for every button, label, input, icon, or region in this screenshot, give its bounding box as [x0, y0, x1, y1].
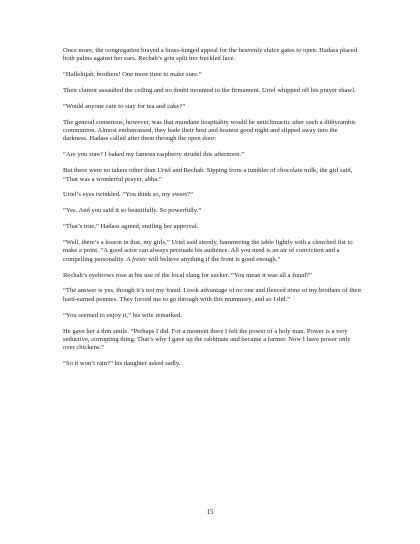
paragraph: “That’s true,” Hadass agreed, smiling her approval. [63, 223, 199, 231]
paragraph-text: “Well, there’s a lesson in that, my girls,” Uriel said sternly, hammering the table lightly with a clenched fist to make a point. “A good actor can always persuade his audience. All you need is an air of conviction and a compelling personality. A [63, 239, 353, 263]
body-text [63, 47, 363, 376]
paragraph: “Yes. And you said it so beautifully. So powerfully.” [63, 207, 202, 215]
paragraph: Rechab’s eyebrows rose at his use of the local slang for sucker. “You mean it was all a fraud?” [63, 271, 312, 279]
paragraph: Uriel’s eyes twinkled. “You think so, my sweet?” [63, 191, 193, 199]
paragraph: “The answer is yes, though it’s not my fraud. I took advantage of no one and fleeced none of my brothers of their hard-earned pennies. They forced me to go through with this mummery, and so I did.” [63, 287, 362, 303]
paragraph: The general consensus, however, was that mundane hospitality would be anticlimactic after such a dithyrambic communion. Almost embarrassed, they bade their host and hostess good night and slipped away into the darkness. Hadass called after them through the open door: [63, 118, 357, 143]
paragraph: But there were no takers other than Uriel and Rechab. Sipping from a tumbler of chocolate milk, the girl said, “That was a wonderful prayer, abba.” [63, 167, 353, 183]
paragraph [63, 239, 363, 264]
italic-term: freier [132, 255, 147, 263]
paragraph: “Hallelujah, brothers! One more time to make sure.” [63, 71, 202, 79]
paragraph: “You seemed to enjoy it,” his wife remarked. [63, 311, 182, 319]
paragraph: “Are you sure? I baked my famous raspberry strudel this afternoon.” [63, 151, 245, 159]
paragraph-text: will believe anything if the front is good enough.” [146, 255, 281, 263]
page-number: 15 [206, 508, 214, 516]
paragraph: “Would anyone care to stay for tea and cake?” [63, 102, 186, 110]
paragraph: “So it won’t rain?” his daughter asked sadly. [63, 360, 181, 368]
paragraph: He gave her a thin smile. “Perhaps I did. For a moment there I felt the power of a holy man. Power is a very seductive, corrupting thing. That’s why I gave up the rabbinate and became a farmer. Now I have power only over chickens.” [63, 327, 351, 352]
paragraph: Their clamor assaulted the ceiling and no doubt mounted to the firmament. Uriel whipped off his prayer shawl. [63, 87, 356, 95]
paragraph: Once more, the congregation brayed a brass-lunged appeal for the heavenly sluice gates to open. Hadass placed both palms against her ears. Rechab’s grin split her freckled face. [63, 47, 358, 63]
